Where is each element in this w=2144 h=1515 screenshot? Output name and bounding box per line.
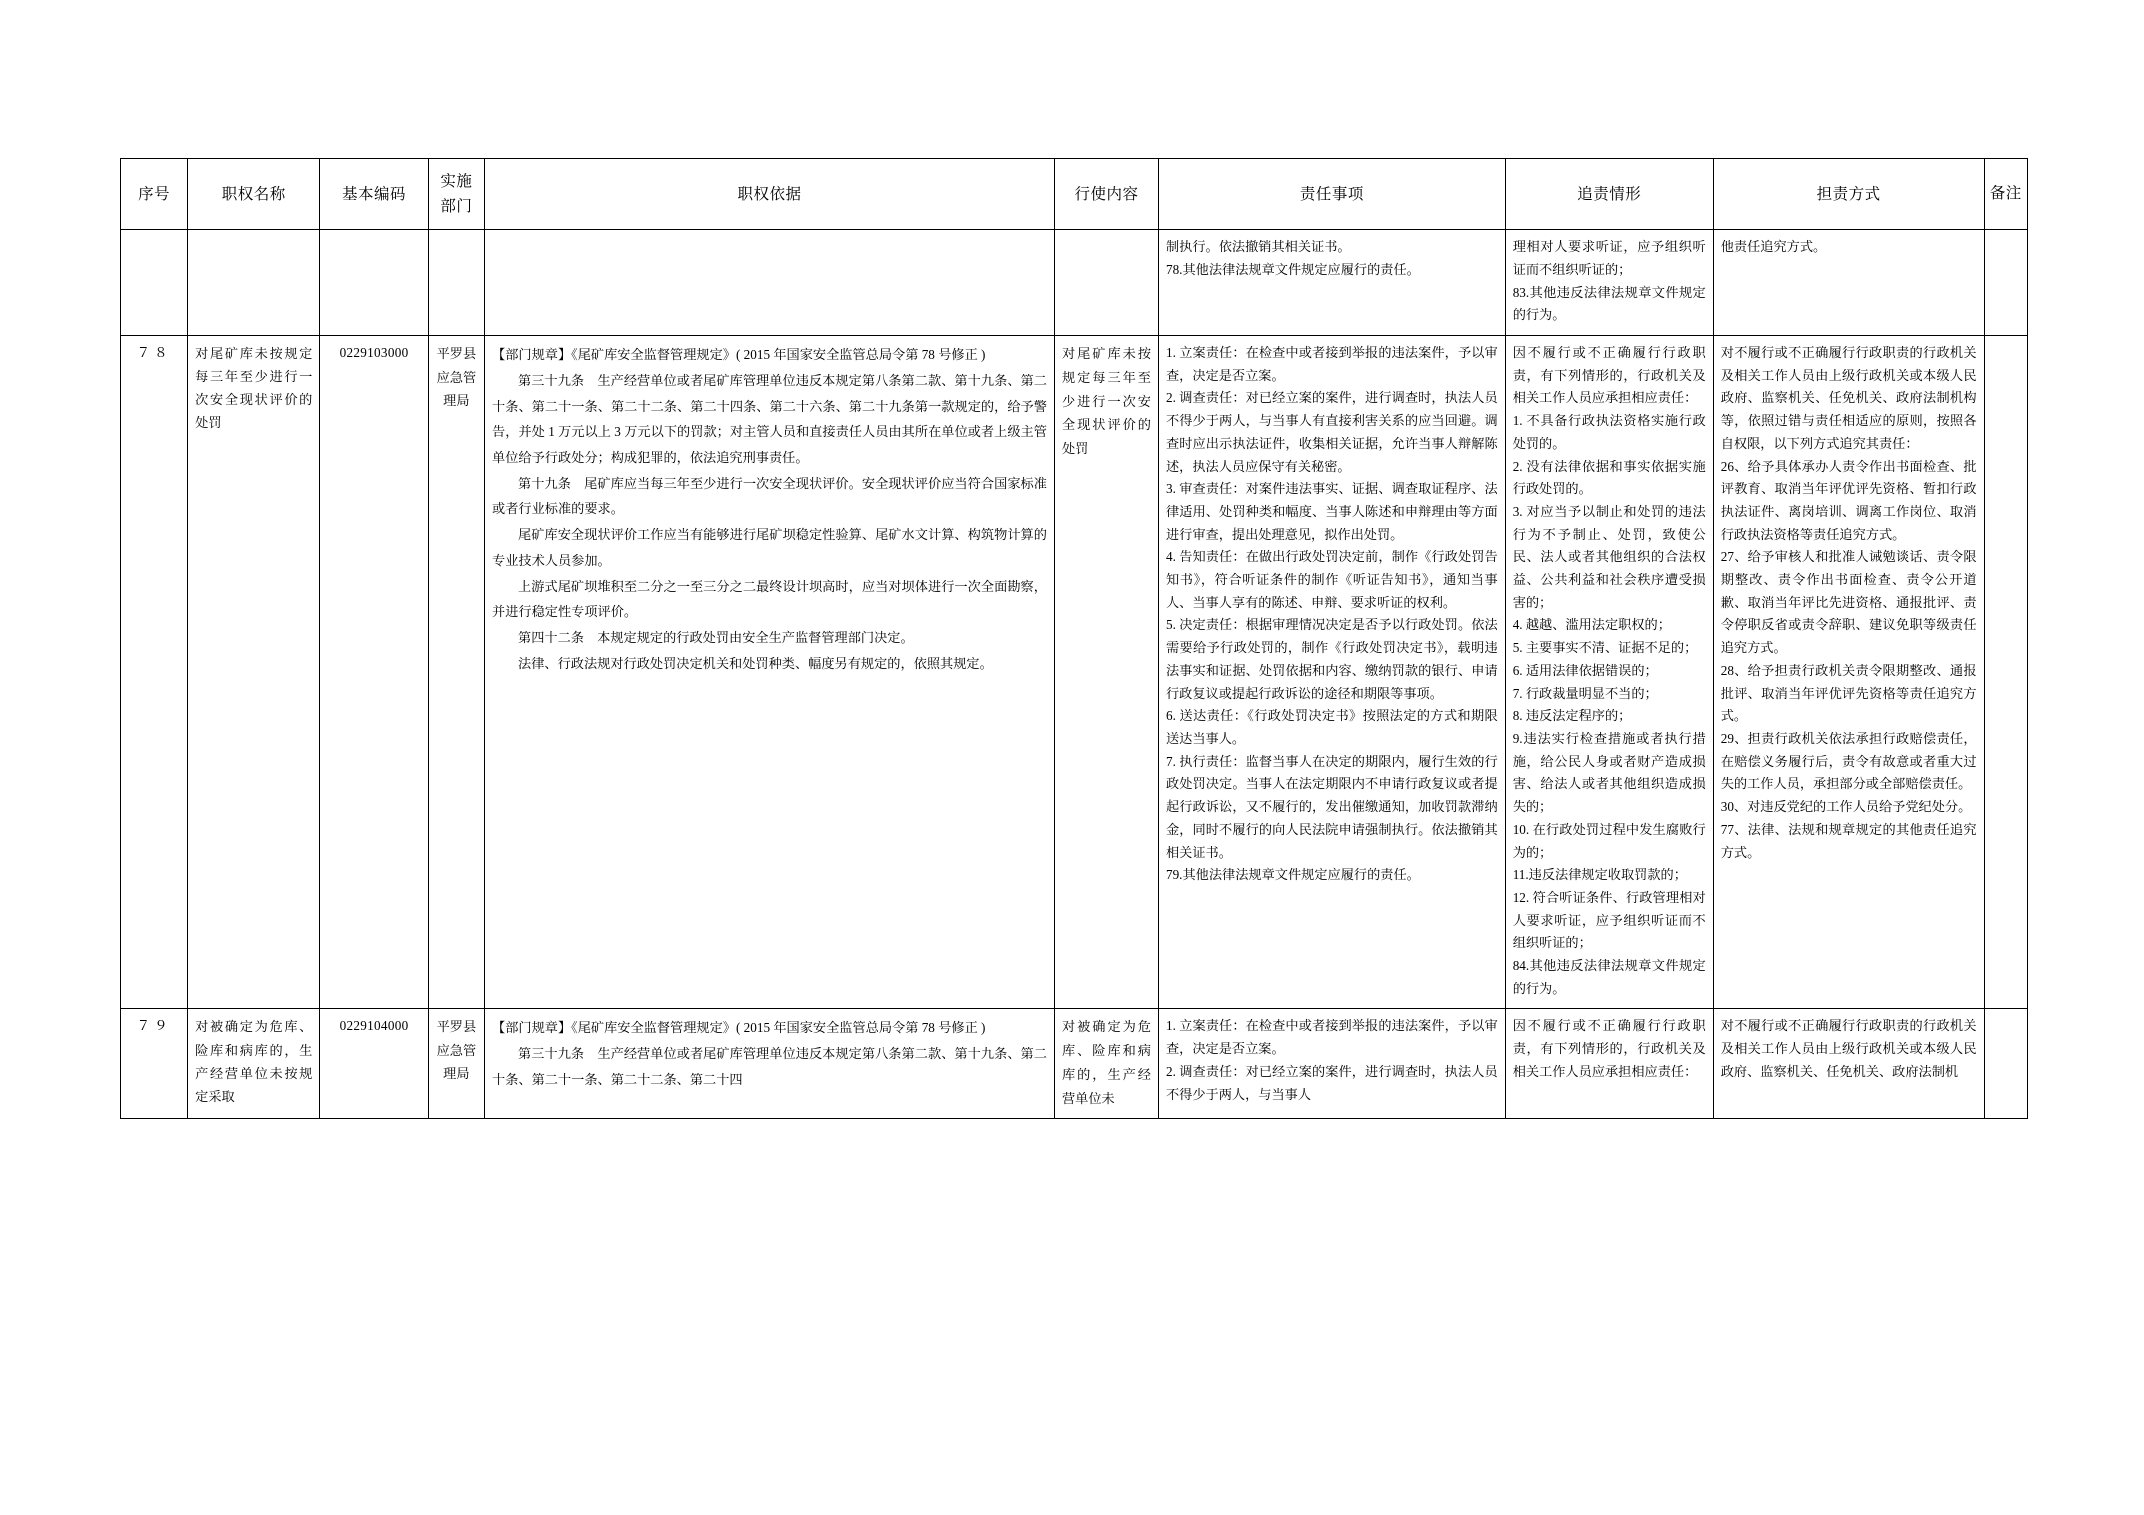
basis-paragraph: 尾矿库安全现状评价工作应当有能够进行尾矿坝稳定性验算、尾矿水文计算、构筑物计算的专业技术人员参加。 bbox=[492, 527, 1047, 568]
accountability-paragraph: 10. 在行政处罚过程中发生腐败行为的； bbox=[1512, 821, 1706, 860]
table-header-row bbox=[121, 159, 2028, 230]
bearing-paragraph: 29、担责行政机关依法承担行政赔偿责任，在赔偿义务履行后，责令有故意或者重大过失的工作人员，承担部分或全部赔偿责任。 bbox=[1720, 730, 1977, 792]
accountability-paragraph: 12. 符合听证条件、行政管理相对人要求听证，应予组织听证而不组织听证的； bbox=[1512, 889, 1706, 951]
cell-authority-name bbox=[188, 230, 320, 336]
cell-basic-code bbox=[320, 230, 428, 336]
basis-paragraph: 【部门规章】《尾矿库安全监督管理规定》( 2015 年国家安全监管总局令第 78 号修正 ) bbox=[492, 1020, 986, 1036]
cell-seq: ７８ bbox=[121, 336, 188, 1009]
accountability-paragraph: 6. 适用法律依据错误的； bbox=[1512, 662, 1658, 678]
bearing-paragraph: 26、给予具体承办人责令作出书面检查、批评教育、取消当年评优评先资格、暂扣行政执法证件、离岗培训、调离工作岗位、取消行政执法资格等责任追究方式。 bbox=[1720, 458, 1977, 542]
basis-paragraph: 第三十九条 生产经营单位或者尾矿库管理单位违反本规定第八条第二款、第十九条、第二十条、第二十一条、第二十二条、第二十四条、第二十六条、第二十九条第一款规定的，给予警告，并处 1 万元以上 3 万元以下的罚款；对主管人员和直接责任人员由其所在单位或者上级主管单位给予行政处分；构成犯罪的，依法追究刑事责任。 bbox=[492, 372, 1047, 465]
accountability-paragraph: 理相对人要求听证，应予组织听证而不组织听证的； bbox=[1512, 239, 1706, 277]
authority-responsibility-table bbox=[120, 158, 2028, 1119]
cell-accountability-situations bbox=[1505, 230, 1713, 336]
header-authority-basis: 职权依据 bbox=[485, 159, 1055, 230]
cell-remark bbox=[1984, 1009, 2027, 1119]
duty-paragraph: 7. 执行责任：监督当事人在决定的期限内，履行生效的行政处罚决定。当事人在法定期限内不申请行政复议或者提起行政诉讼，又不履行的，发出催缴通知，加收罚款滞纳金，同时不履行的向人民法院申请强制执行。依法撤销其相关证书。 bbox=[1165, 753, 1498, 860]
accountability-paragraph: 84.其他违反法律法规章文件规定的行为。 bbox=[1512, 958, 1706, 996]
cell-seq bbox=[121, 230, 188, 336]
bearing-paragraph: 27、给予审核人和批准人诫勉谈话、责令限期整改、责令作出书面检查、责令公开道歉、取消当年评比先进资格、通报批评、责令停职反省或责令辞职、建议免职等级责任追究方式。 bbox=[1720, 549, 1977, 656]
duty-paragraph: 6. 送达责任：《行政处罚决定书》按照法定的方式和期限送达当事人。 bbox=[1165, 708, 1498, 746]
cell-remark bbox=[1984, 336, 2027, 1009]
basis-paragraph: 第三十九条 生产经营单位或者尾矿库管理单位违反本规定第八条第二款、第十九条、第二十条、第二十一条、第二十二条、第二十四 bbox=[492, 1046, 1047, 1087]
cell-exercise-content: 对被确定为危库、险库和病库的，生产经营单位未 bbox=[1054, 1009, 1158, 1119]
table-row bbox=[121, 1009, 2028, 1119]
header-implementing-dept: 实施部门 bbox=[428, 159, 484, 230]
cell-remark bbox=[1984, 230, 2027, 336]
cell-exercise-content bbox=[1054, 230, 1158, 336]
duty-paragraph: 2. 调查责任：对已经立案的案件，进行调查时，执法人员不得少于两人，与当事人有直接利害关系的应当回避。调查时应出示执法证件，收集相关证据，允许当事人辩解陈述，执法人员应保守有关秘密。 bbox=[1165, 390, 1498, 474]
duty-paragraph: 1. 立案责任：在检查中或者接到举报的违法案件，予以审查，决定是否立案。 bbox=[1165, 345, 1498, 383]
basis-paragraph: 上游式尾矿坝堆积至二分之一至三分之二最终设计坝高时，应当对坝体进行一次全面勘察，并进行稳定性专项评价。 bbox=[492, 578, 1047, 620]
accountability-paragraph: 11.违反法律规定收取罚款的； bbox=[1512, 867, 1687, 883]
bearing-paragraph: 28、给予担责行政机关责令限期整改、通报批评、取消当年评优评先资格等责任追究方式。 bbox=[1720, 662, 1977, 724]
bearing-paragraph: 对不履行或不正确履行行政职责的行政机关及相关工作人员由上级行政机关或本级人民政府、监察机关、任免机关、政府法制机构等，依照过错与责任相适应的原则，按照各自权限，以下列方式追究其责任： bbox=[1720, 345, 1977, 451]
cell-responsibility-items bbox=[1158, 1009, 1505, 1119]
cell-implementing-dept: 平罗县应急管理局 bbox=[428, 1009, 484, 1119]
bearing-paragraph: 77、法律、法规和规章规定的其他责任追究方式。 bbox=[1720, 821, 1977, 860]
cell-accountability-situations bbox=[1505, 1009, 1713, 1119]
cell-seq: ７９ bbox=[121, 1009, 188, 1119]
basis-paragraph: 【部门规章】《尾矿库安全监督管理规定》( 2015 年国家安全监管总局令第 78 号修正 ) bbox=[492, 347, 986, 363]
bearing-paragraph: 30、对违反党纪的工作人员给予党纪处分。 bbox=[1720, 799, 1972, 815]
header-accountability-situations: 追责情形 bbox=[1505, 159, 1713, 230]
basis-paragraph: 第十九条 尾矿库应当每三年至少进行一次安全现状评价。安全现状评价应当符合国家标准或者行业标准的要求。 bbox=[492, 475, 1047, 517]
header-remark: 备注 bbox=[1984, 159, 2027, 230]
cell-bearing-method bbox=[1713, 1009, 1984, 1119]
cell-authority-basis bbox=[485, 336, 1055, 1009]
header-bearing-method: 担责方式 bbox=[1713, 159, 1984, 230]
bearing-paragraph: 对不履行或不正确履行行政职责的行政机关及相关工作人员由上级行政机关或本级人民政府、监察机关、任免机关、政府法制机 bbox=[1720, 1018, 1977, 1079]
cell-bearing-method bbox=[1713, 230, 1984, 336]
cell-authority-name: 对被确定为危库、险库和病库的，生产经营单位未按规定采取 bbox=[188, 1009, 320, 1119]
cell-authority-basis bbox=[485, 230, 1055, 336]
duty-paragraph: 78.其他法律法规章文件规定应履行的责任。 bbox=[1165, 261, 1420, 277]
cell-implementing-dept: 平罗县应急管理局 bbox=[428, 336, 484, 1009]
cell-basic-code: 0229103000 bbox=[320, 336, 428, 1009]
cell-accountability-situations bbox=[1505, 336, 1713, 1009]
header-authority-name: 职权名称 bbox=[188, 159, 320, 230]
cell-authority-basis bbox=[485, 1009, 1055, 1119]
duty-paragraph: 5. 决定责任：根据审理情况决定是否予以行政处罚。依法需要给予行政处罚的，制作《行政处罚决定书》，载明违法事实和证据、处罚依据和内容、缴纳罚款的银行、申请行政复议或提起行政诉讼的途径和期限等事项。 bbox=[1165, 617, 1498, 701]
duty-paragraph: 制执行。依法撤销其相关证书。 bbox=[1165, 239, 1351, 255]
accountability-paragraph: 83.其他违反法律法规章文件规定的行为。 bbox=[1512, 284, 1706, 323]
cell-authority-name: 对尾矿库未按规定每三年至少进行一次安全现状评价的处罚 bbox=[188, 336, 320, 1009]
accountability-paragraph: 5. 主要事实不清、证据不足的； bbox=[1512, 640, 1698, 656]
accountability-paragraph: 4. 越越、滥用法定职权的； bbox=[1512, 617, 1671, 633]
duty-paragraph: 3. 审查责任：对案件违法事实、证据、调查取证程序、法律适用、处罚种类和幅度、当事人陈述和申辩理由等方面进行审查，提出处理意见，拟作出处罚。 bbox=[1165, 481, 1498, 542]
accountability-paragraph: 1. 不具备行政执法资格实施行政处罚的。 bbox=[1512, 413, 1706, 451]
cell-responsibility-items bbox=[1158, 230, 1505, 336]
cell-exercise-content: 对尾矿库未按规定每三年至少进行一次安全现状评价的处罚 bbox=[1054, 336, 1158, 1009]
table-row bbox=[121, 230, 2028, 336]
table-row bbox=[121, 336, 2028, 1009]
duty-paragraph: 4. 告知责任：在做出行政处罚决定前，制作《行政处罚告知书》，符合听证条件的制作《听证告知书》，通知当事人、当事人享有的陈述、申辩、要求听证的权利。 bbox=[1165, 549, 1498, 610]
duty-paragraph: 2. 调查责任：对已经立案的案件，进行调查时，执法人员不得少于两人，与当事人 bbox=[1165, 1063, 1498, 1102]
duty-paragraph: 1. 立案责任：在检查中或者接到举报的违法案件，予以审查，决定是否立案。 bbox=[1165, 1018, 1498, 1057]
header-responsibility-items: 责任事项 bbox=[1158, 159, 1505, 230]
bearing-paragraph: 他责任追究方式。 bbox=[1720, 239, 1827, 255]
accountability-paragraph: 8. 违反法定程序的； bbox=[1512, 708, 1632, 724]
cell-basic-code: 0229104000 bbox=[320, 1009, 428, 1119]
duty-paragraph: 79.其他法律法规章文件规定应履行的责任。 bbox=[1165, 867, 1420, 883]
cell-bearing-method bbox=[1713, 336, 1984, 1009]
accountability-paragraph: 3. 对应当予以制止和处罚的违法行为不予制止、处罚，致使公民、法人或者其他组织的合法权益、公共利益和社会秩序遭受损害的； bbox=[1512, 503, 1706, 610]
accountability-paragraph: 2. 没有法律依据和事实依据实施行政处罚的。 bbox=[1512, 458, 1706, 497]
header-exercise-content: 行使内容 bbox=[1054, 159, 1158, 230]
accountability-paragraph: 因不履行或不正确履行行政职责，有下列情形的，行政机关及相关工作人员应承担相应责任： bbox=[1512, 1018, 1706, 1079]
cell-responsibility-items bbox=[1158, 336, 1505, 1009]
accountability-paragraph: 因不履行或不正确履行行政职责，有下列情形的，行政机关及相关工作人员应承担相应责任： bbox=[1512, 345, 1706, 406]
accountability-paragraph: 9.违法实行检查措施或者执行措施，给公民人身或者财产造成损害、给法人或者其他组织造成损失的； bbox=[1512, 730, 1706, 815]
accountability-paragraph: 7. 行政裁量明显不当的； bbox=[1512, 685, 1658, 701]
basis-paragraph: 第四十二条 本规定规定的行政处罚由安全生产监督管理部门决定。 bbox=[518, 630, 914, 646]
header-basic-code: 基本编码 bbox=[320, 159, 428, 230]
basis-paragraph: 法律、行政法规对行政处罚决定机关和处罚种类、幅度另有规定的，依照其规定。 bbox=[518, 655, 993, 671]
header-seq: 序号 bbox=[121, 159, 188, 230]
cell-implementing-dept bbox=[428, 230, 484, 336]
